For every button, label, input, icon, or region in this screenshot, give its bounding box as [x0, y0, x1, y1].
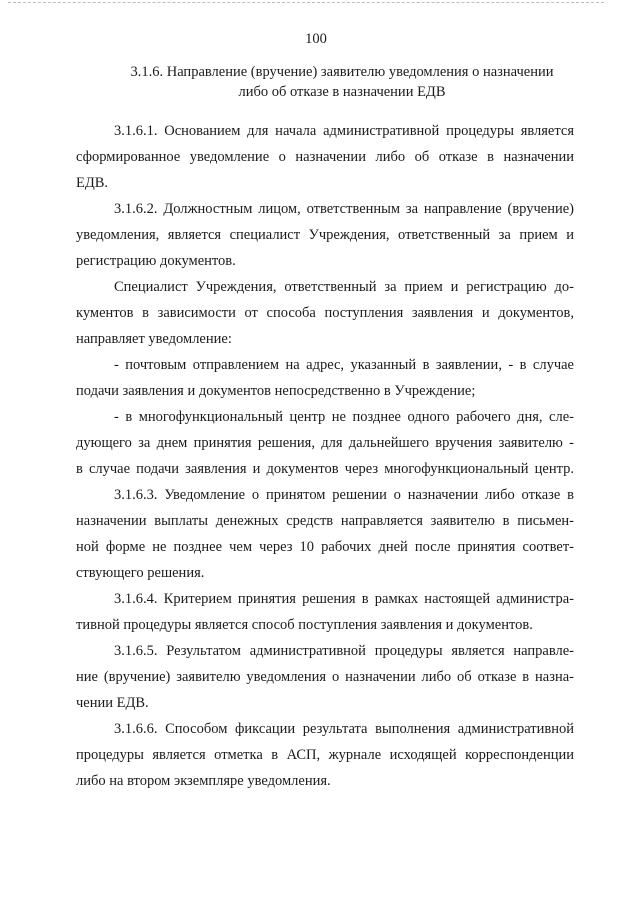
paragraph-line: подачи заявления и документов непосредственно в Учреждение; — [76, 383, 476, 399]
list-item-postal — [76, 352, 574, 404]
paragraph-line: - почтовым отправлением на адрес, указанный в заявлении, - в случае — [114, 357, 574, 373]
paragraph-line: направляет уведомление: — [76, 331, 232, 347]
paragraph-line: 3.1.6.3. Уведомление о принятом решении о назначении либо отказе в — [114, 487, 574, 503]
paragraph-line: уведомления, является специалист Учреждения, ответственный за прием и — [76, 227, 574, 243]
heading-line: 3.1.6. Направление (вручение) заявителю уведомления о назначении — [130, 64, 554, 80]
paragraph-line: назначении выплаты денежных средств направляется заявителю в письмен- — [76, 513, 574, 529]
paragraph-3-1-6-5 — [76, 638, 574, 716]
paragraph-line: 3.1.6.1. Основанием для начала административной процедуры является — [114, 123, 574, 139]
scan-edge-rule — [8, 2, 604, 3]
list-item-mfc — [76, 404, 574, 482]
paragraph-line: тивной процедуры является способ поступления заявления и документов. — [76, 617, 533, 633]
paragraph-line: 3.1.6.2. Должностным лицом, ответственным за направление (вручение) — [114, 201, 574, 217]
paragraph-specialist — [76, 274, 574, 352]
paragraph-line: дующего за днем принятия решения, для дальнейшего вручения заявителю - — [76, 435, 574, 451]
paragraph-line: ние (вручение) заявителю уведомления о назначении либо об отказе в назна- — [76, 669, 574, 685]
paragraph-line: 3.1.6.6. Способом фиксации результата выполнения административной — [114, 721, 574, 737]
paragraph-line: ствующего решения. — [76, 565, 205, 581]
paragraph-3-1-6-1 — [76, 118, 574, 196]
paragraph-line: 3.1.6.4. Критерием принятия решения в рамках настоящей администра- — [114, 591, 574, 607]
page-number: 100 — [305, 31, 327, 47]
paragraph-line: ной форме не позднее чем через 10 рабочих дней после принятия соответ- — [76, 539, 574, 555]
paragraph-line: регистрацию документов. — [76, 253, 236, 269]
paragraph-line: в случае подачи заявления и документов через многофункциональный центр. — [76, 461, 574, 477]
paragraph-line: 3.1.6.5. Результатом административной процедуры является направле- — [114, 643, 574, 659]
paragraph-3-1-6-6 — [76, 716, 574, 794]
paragraph-3-1-6-4 — [76, 586, 574, 638]
paragraph-line: ЕДВ. — [76, 175, 109, 191]
paragraph-line: - в многофункциональный центр не позднее одного рабочего дня, сле- — [114, 409, 574, 425]
paragraph-line: Специалист Учреждения, ответственный за прием и регистрацию до- — [114, 279, 574, 295]
paragraph-line: сформированное уведомление о назначении либо об отказе в назначении — [76, 149, 574, 165]
heading-line: либо об отказе в назначении ЕДВ — [238, 84, 446, 100]
paragraph-line: либо на втором экземпляре уведомления. — [76, 773, 331, 789]
paragraph-line: процедуры является отметка в АСП, журнале исходящей корреспонденции — [76, 747, 574, 763]
paragraph-3-1-6-2 — [76, 196, 574, 274]
section-heading — [60, 62, 624, 102]
paragraph-line: кументов в зависимости от способа поступления заявления и документов, — [76, 305, 574, 321]
paragraph-line: чении ЕДВ. — [76, 695, 149, 711]
paragraph-3-1-6-3 — [76, 482, 574, 586]
